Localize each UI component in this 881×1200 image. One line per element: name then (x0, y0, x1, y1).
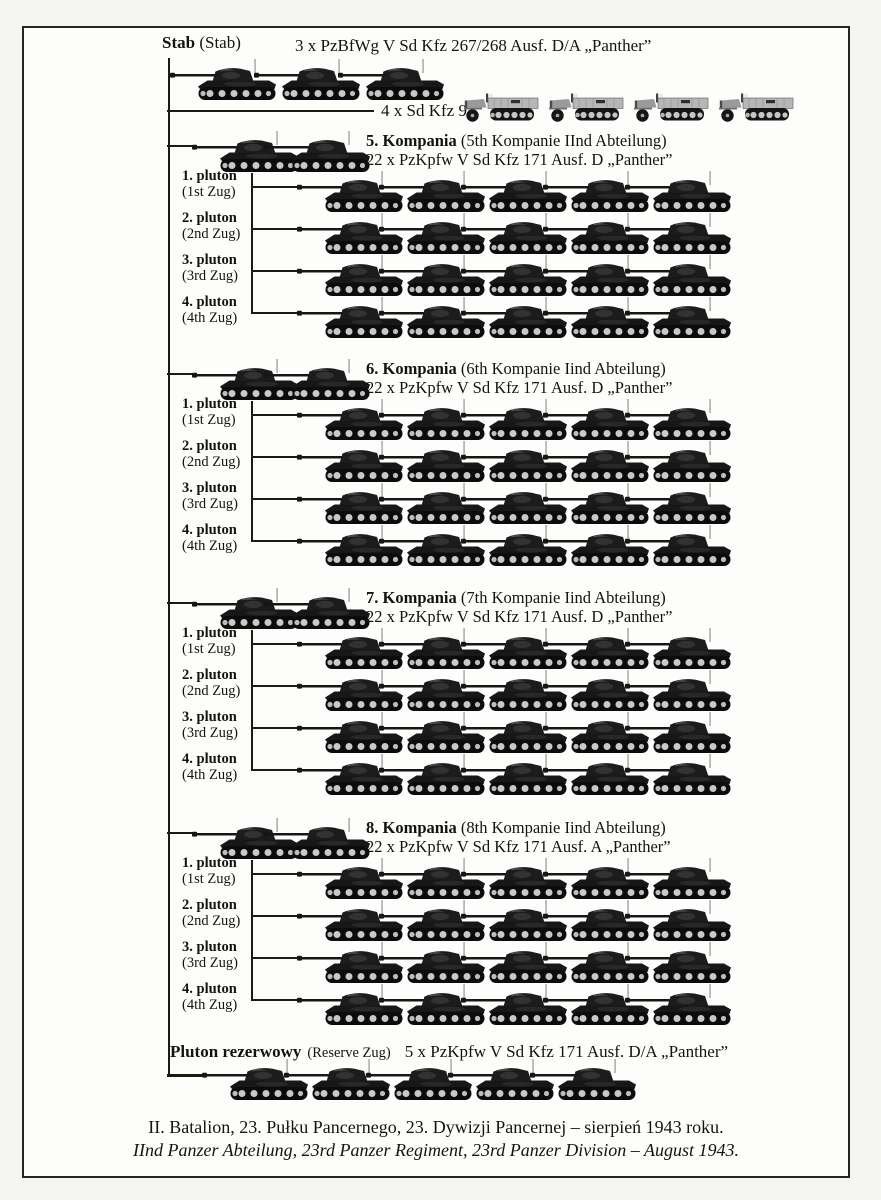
platoon-paren: (3rd Zug) (182, 954, 238, 971)
connector-line (251, 498, 299, 500)
panther-tank-icon (530, 1059, 642, 1101)
platoon-paren: (3rd Zug) (182, 724, 238, 741)
company-equipment: 22 x PzKpfw V Sd Kfz 171 Ausf. D „Panther” (366, 607, 673, 626)
platoon-name: 3. pluton (182, 709, 237, 725)
sdkfz9-halftrack-icon (718, 87, 796, 123)
platoon-name: 3. pluton (182, 480, 237, 496)
platoon-paren: (2nd Zug) (182, 225, 241, 242)
platoon-label (182, 523, 237, 554)
connector-line (251, 769, 299, 771)
panther-tank-icon (625, 525, 737, 567)
company-header (366, 359, 672, 397)
company-name: 7. Kompania (366, 588, 457, 607)
stab-tank-row (170, 59, 450, 101)
panther-tank-icon (625, 712, 737, 754)
platoon-tank-row (297, 441, 737, 483)
platoon-label (182, 752, 237, 783)
battalion-trunk-line (168, 58, 170, 1076)
connector-line (251, 630, 253, 771)
platoon-label (182, 211, 240, 242)
platoon-tank-row (297, 255, 737, 297)
platoon-label (182, 397, 237, 428)
reserve-branch-line (167, 1074, 207, 1077)
connector-line (251, 312, 299, 314)
platoon-tank-row (297, 984, 737, 1026)
connector-line (251, 401, 253, 542)
sdkfz9-halftrack-icon (548, 87, 626, 123)
platoon-tank-row (297, 942, 737, 984)
panther-tank-icon (264, 818, 376, 860)
platoon-name: 4. pluton (182, 522, 237, 538)
platoon-name: 3. pluton (182, 252, 237, 268)
platoon-tank-row (297, 628, 737, 670)
platoon-tank-row (297, 754, 737, 796)
company-hq-tank-row (192, 359, 376, 401)
panther-tank-icon (625, 213, 737, 255)
connector-line (251, 540, 299, 542)
reserve-label-bold: Pluton rezerwowy (170, 1042, 302, 1061)
company-hq-tank-row (192, 588, 376, 630)
platoon-name: 2. pluton (182, 667, 237, 683)
panther-tank-icon (625, 255, 737, 297)
connector-line (251, 915, 299, 917)
platoon-name: 1. pluton (182, 396, 237, 412)
company-hq-tank-row (192, 131, 376, 173)
company-equipment: 22 x PzKpfw V Sd Kfz 171 Ausf. D „Panther” (366, 378, 673, 397)
platoon-name: 1. pluton (182, 625, 237, 641)
panther-tank-icon (625, 984, 737, 1026)
platoon-paren: (4th Zug) (182, 996, 238, 1013)
platoon-paren: (2nd Zug) (182, 682, 241, 699)
platoon-name: 4. pluton (182, 294, 237, 310)
connector-line (251, 685, 299, 687)
connector-line (251, 860, 253, 1001)
platoon-paren: (1st Zug) (182, 640, 236, 657)
sdkfz-branch-line (167, 110, 374, 112)
platoon-label (182, 295, 237, 326)
panther-tank-icon (338, 59, 450, 101)
connector-line (251, 873, 299, 875)
stab-label-paren: (Stab) (199, 33, 241, 52)
platoon-tank-row (297, 483, 737, 525)
reserve-tank-row (202, 1059, 642, 1101)
platoon-paren: (1st Zug) (182, 411, 236, 428)
platoon-paren: (4th Zug) (182, 309, 238, 326)
sdkfz-row (463, 87, 796, 123)
panther-tank-icon (625, 441, 737, 483)
reserve-equipment-label: 5 x PzKpfw V Sd Kfz 171 Ausf. D/A „Panther” (404, 1042, 729, 1061)
platoon-tank-row (297, 900, 737, 942)
connector-line (251, 643, 299, 645)
panther-tank-icon (264, 131, 376, 173)
platoon-tank-row (297, 213, 737, 255)
platoon-name: 4. pluton (182, 751, 237, 767)
platoon-paren: (2nd Zug) (182, 453, 241, 470)
platoon-name: 1. pluton (182, 168, 237, 184)
stab-label-bold: Stab (162, 33, 196, 52)
connector-line (251, 228, 299, 230)
platoon-tank-row (297, 297, 737, 339)
panther-tank-icon (264, 359, 376, 401)
company-header (366, 818, 671, 856)
platoon-label (182, 626, 237, 657)
connector-line (251, 173, 253, 314)
sdkfz-label: 4 x Sd Kfz 9 (381, 101, 467, 120)
platoon-label (182, 856, 237, 887)
connector-line (251, 186, 299, 188)
platoon-label (182, 253, 238, 284)
connector-line (251, 270, 299, 272)
platoon-name: 4. pluton (182, 981, 237, 997)
company-paren: (8th Kompanie Iind Abteilung) (460, 818, 666, 837)
stab-equipment-label: 3 x PzBfWg V Sd Kfz 267/268 Ausf. D/A „Panther” (295, 36, 652, 55)
sdkfz9-halftrack-icon (633, 87, 711, 123)
company-header (366, 588, 672, 626)
platoon-paren: (4th Zug) (182, 537, 238, 554)
platoon-name: 2. pluton (182, 438, 237, 454)
company-name: 6. Kompania (366, 359, 457, 378)
panther-tank-icon (625, 628, 737, 670)
panther-tank-icon (625, 297, 737, 339)
platoon-paren: (3rd Zug) (182, 267, 238, 284)
panther-tank-icon (625, 670, 737, 712)
platoon-label (182, 710, 238, 741)
stab-label (162, 33, 241, 52)
panther-tank-icon (625, 483, 737, 525)
panther-tank-icon (625, 171, 737, 213)
platoon-name: 2. pluton (182, 210, 237, 226)
platoon-name: 1. pluton (182, 855, 237, 871)
connector-line (251, 456, 299, 458)
platoon-paren: (4th Zug) (182, 766, 238, 783)
company-equipment: 22 x PzKpfw V Sd Kfz 171 Ausf. D „Panther” (366, 150, 673, 169)
platoon-name: 3. pluton (182, 939, 237, 955)
company-paren: (6th Kompanie Iind Abteilung) (460, 359, 666, 378)
platoon-tank-row (297, 171, 737, 213)
connector-line (251, 727, 299, 729)
platoon-label (182, 898, 240, 929)
company-paren: (5th Kompanie IInd Abteilung) (460, 131, 667, 150)
platoon-label (182, 169, 237, 200)
platoon-paren: (1st Zug) (182, 870, 236, 887)
panther-tank-icon (625, 858, 737, 900)
panther-tank-icon (264, 588, 376, 630)
company-header (366, 131, 672, 169)
platoon-label (182, 481, 238, 512)
platoon-label (182, 982, 237, 1013)
caption (22, 1116, 850, 1162)
company-paren: (7th Kompanie Iind Abteilung) (460, 588, 666, 607)
platoon-label (182, 439, 240, 470)
platoon-label (182, 940, 238, 971)
company-equipment: 22 x PzKpfw V Sd Kfz 171 Ausf. A „Panther” (366, 837, 671, 856)
platoon-tank-row (297, 399, 737, 441)
platoon-tank-row (297, 525, 737, 567)
caption-line-polish: II. Batalion, 23. Pułku Pancernego, 23. Dywizji Pancernej – sierpień 1943 roku. (148, 1117, 724, 1137)
panther-tank-icon (625, 399, 737, 441)
platoon-name: 2. pluton (182, 897, 237, 913)
company-hq-tank-row (192, 818, 376, 860)
sdkfz9-halftrack-icon (463, 87, 541, 123)
platoon-tank-row (297, 858, 737, 900)
reserve-label-paren: (Reserve Zug) (307, 1045, 391, 1061)
company-name: 8. Kompania (366, 818, 457, 837)
panther-tank-icon (625, 942, 737, 984)
connector-line (251, 957, 299, 959)
panther-tank-icon (625, 900, 737, 942)
platoon-paren: (2nd Zug) (182, 912, 241, 929)
platoon-paren: (3rd Zug) (182, 495, 238, 512)
platoon-label (182, 668, 240, 699)
panther-tank-icon (625, 754, 737, 796)
caption-line-english: IInd Panzer Abteilung, 23rd Panzer Regiment, 23rd Panzer Division – August 1943. (133, 1140, 739, 1160)
platoon-paren: (1st Zug) (182, 183, 236, 200)
company-name: 5. Kompania (366, 131, 457, 150)
platoon-tank-row (297, 712, 737, 754)
connector-line (251, 999, 299, 1001)
connector-line (251, 414, 299, 416)
platoon-tank-row (297, 670, 737, 712)
